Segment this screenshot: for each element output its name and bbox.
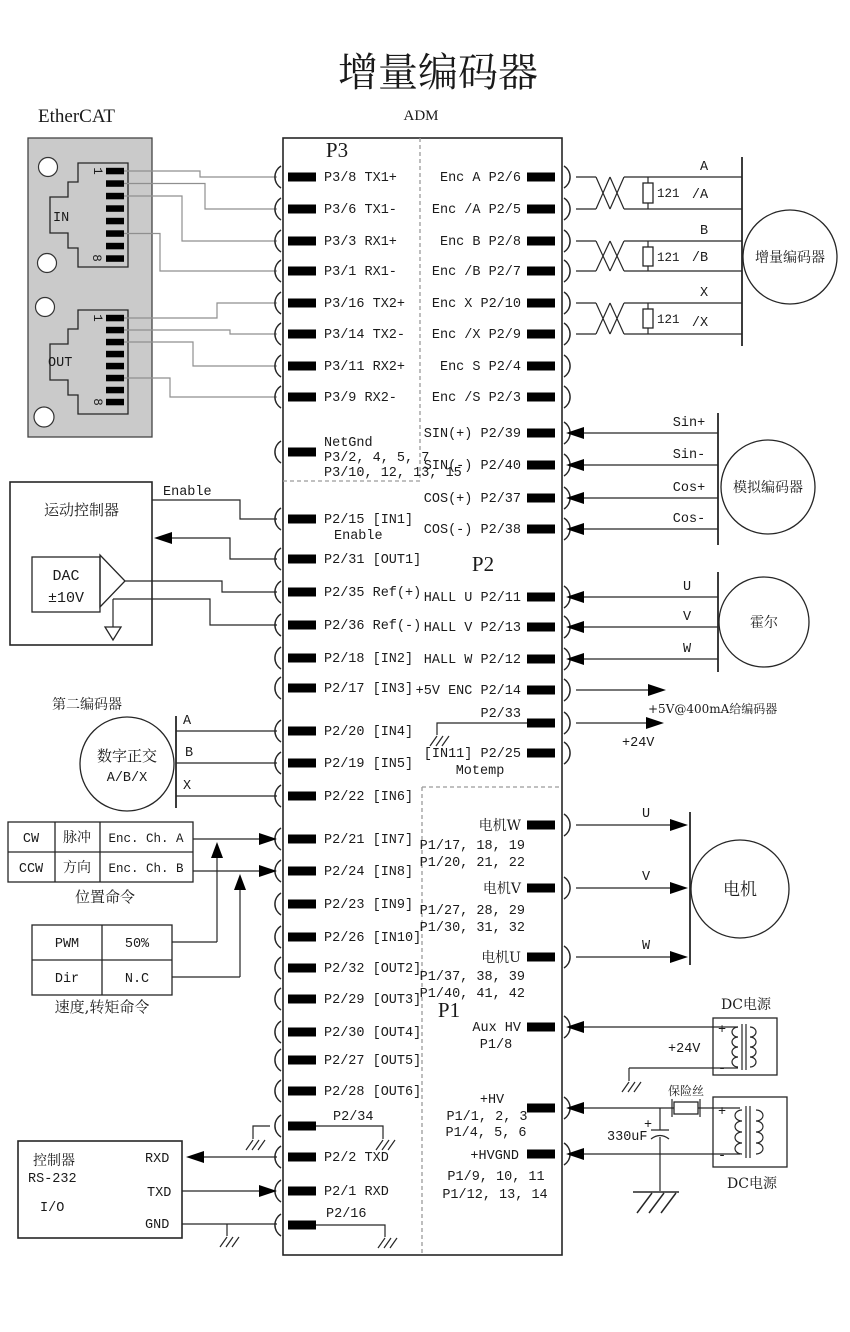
right-pin bbox=[424, 742, 570, 779]
svg-text:P3/14 TX2-: P3/14 TX2- bbox=[324, 328, 406, 343]
coil-icon bbox=[756, 1110, 763, 1154]
adm-right-pins bbox=[416, 166, 570, 1203]
twisted-pair-icon bbox=[596, 177, 624, 209]
svg-text:电机U: 电机U bbox=[481, 950, 521, 966]
svg-text:P3/6 TX1-: P3/6 TX1- bbox=[324, 203, 397, 218]
svg-text:P1/30, 31, 32: P1/30, 31, 32 bbox=[419, 921, 525, 936]
svg-text:P2/27 [OUT5]: P2/27 [OUT5] bbox=[324, 1054, 422, 1069]
left-pin bbox=[275, 1021, 421, 1043]
svg-text:SIN(-) P2/40: SIN(-) P2/40 bbox=[423, 459, 521, 474]
svg-text:P2/23 [IN9]: P2/23 [IN9] bbox=[324, 898, 414, 913]
svg-text:+HVGND: +HVGND bbox=[470, 1149, 519, 1164]
analog-encoder-name: 模拟编码器 bbox=[733, 480, 803, 496]
svg-text:+5V ENC P2/14: +5V ENC P2/14 bbox=[415, 684, 521, 699]
svg-text:P2/18 [IN2]: P2/18 [IN2] bbox=[324, 652, 414, 667]
svg-text:P2/34: P2/34 bbox=[333, 1110, 374, 1125]
rxd-label: RXD bbox=[145, 1152, 170, 1167]
right-pin bbox=[432, 260, 570, 282]
enc2-signal-b: B bbox=[185, 746, 194, 761]
left-pin bbox=[275, 323, 405, 345]
speed-command-table bbox=[32, 925, 240, 1016]
svg-text:P2/30 [OUT4]: P2/30 [OUT4] bbox=[324, 1026, 422, 1041]
mount-hole bbox=[39, 158, 58, 177]
second-encoder-label: 第二编码器 bbox=[52, 697, 122, 713]
enable-wire-label: Enable bbox=[163, 485, 212, 500]
adm-left-pins bbox=[275, 166, 462, 1236]
signal-nx: /X bbox=[691, 316, 709, 331]
cell-dir: Dir bbox=[54, 972, 80, 987]
left-pin bbox=[275, 957, 421, 979]
resistor-value: 121 bbox=[657, 251, 680, 265]
right-pin bbox=[432, 323, 570, 345]
resistor-value: 121 bbox=[657, 187, 680, 201]
left-pin bbox=[275, 860, 413, 882]
svg-text:P1/12, 13, 14: P1/12, 13, 14 bbox=[442, 1188, 548, 1203]
cell-pulse: 脉冲 bbox=[63, 830, 91, 846]
plus-mark: + bbox=[718, 1105, 727, 1120]
motion-controller bbox=[10, 482, 277, 645]
svg-text:P2/29 [OUT3]: P2/29 [OUT3] bbox=[324, 993, 422, 1008]
left-pin bbox=[275, 720, 413, 742]
right-pin bbox=[440, 355, 570, 377]
svg-text:[IN11] P2/25: [IN11] P2/25 bbox=[423, 747, 521, 762]
svg-text:电机V: 电机V bbox=[482, 881, 521, 897]
incremental-encoder-section bbox=[576, 157, 837, 346]
svg-text:P2/26 [IN10]: P2/26 [IN10] bbox=[324, 931, 422, 946]
svg-text:Enable: Enable bbox=[334, 529, 383, 544]
svg-text:Enc /X P2/9: Enc /X P2/9 bbox=[431, 328, 521, 343]
dac-range: ±10V bbox=[47, 590, 85, 607]
twisted-pair-icon bbox=[596, 241, 624, 271]
page-title: 增量编码器 bbox=[338, 50, 538, 96]
ground-icon bbox=[430, 736, 449, 746]
svg-text:P2/33: P2/33 bbox=[480, 707, 521, 722]
left-pin bbox=[275, 355, 405, 377]
ethercat-label: EtherCAT bbox=[38, 106, 116, 127]
right-pin bbox=[424, 586, 570, 608]
pin-8-marker: 8 bbox=[90, 398, 104, 406]
signal-na: /A bbox=[691, 188, 709, 203]
ground-triangle-icon bbox=[105, 627, 121, 640]
svg-text:P3/1 RX1-: P3/1 RX1- bbox=[324, 265, 397, 280]
left-pin bbox=[275, 166, 397, 188]
svg-text:P3/2, 4, 5, 7: P3/2, 4, 5, 7 bbox=[324, 451, 430, 466]
svg-text:P2/24 [IN8]: P2/24 [IN8] bbox=[324, 865, 414, 880]
left-pin bbox=[275, 1080, 421, 1102]
cell-pwm: PWM bbox=[54, 937, 80, 952]
svg-text:P1/17, 18, 19: P1/17, 18, 19 bbox=[419, 839, 525, 854]
svg-text:P2/20 [IN4]: P2/20 [IN4] bbox=[324, 725, 414, 740]
ground-icon bbox=[220, 1237, 239, 1247]
right-pin bbox=[424, 487, 570, 509]
rs232-name: 控制器 bbox=[33, 1153, 75, 1169]
svg-text:HALL U P2/11: HALL U P2/11 bbox=[423, 591, 521, 606]
left-pin bbox=[275, 893, 413, 915]
right-pin bbox=[424, 518, 570, 540]
fuse-label: 保险丝 bbox=[667, 1084, 705, 1098]
ethercat-connector bbox=[28, 106, 152, 437]
mount-hole bbox=[38, 254, 57, 273]
connector-body bbox=[28, 138, 152, 437]
left-pin bbox=[275, 198, 397, 220]
right-pin bbox=[424, 648, 570, 670]
enc-power-note: +5V@400mA给编码器 bbox=[648, 702, 778, 716]
svg-text:SIN(+) P2/39: SIN(+) P2/39 bbox=[423, 427, 521, 442]
svg-text:NetGnd: NetGnd bbox=[324, 436, 373, 451]
svg-text:P2/21 [IN7]: P2/21 [IN7] bbox=[324, 833, 414, 848]
ground-icon bbox=[376, 1140, 395, 1150]
cell-direction: 方向 bbox=[63, 860, 91, 876]
right-pin bbox=[424, 616, 570, 638]
left-pin bbox=[275, 1049, 421, 1071]
svg-text:COS(-) P2/38: COS(-) P2/38 bbox=[423, 523, 521, 538]
svg-text:P1/20, 21, 22: P1/20, 21, 22 bbox=[419, 856, 525, 871]
svg-text:COS(+) P2/37: COS(+) P2/37 bbox=[423, 492, 521, 507]
mount-hole bbox=[34, 407, 54, 427]
svg-text:P2/16: P2/16 bbox=[326, 1207, 367, 1222]
svg-text:P1/27, 28, 29: P1/27, 28, 29 bbox=[419, 904, 525, 919]
signal-nb: /B bbox=[691, 251, 709, 266]
svg-text:Enc A P2/6: Enc A P2/6 bbox=[439, 171, 521, 186]
svg-text:+HV: +HV bbox=[479, 1093, 505, 1108]
svg-text:P1/1, 2, 3: P1/1, 2, 3 bbox=[446, 1110, 528, 1125]
p1-header: P1 bbox=[437, 998, 461, 1022]
minus-mark: - bbox=[718, 1062, 727, 1077]
out-port-label: OUT bbox=[48, 356, 73, 371]
plus-mark: + bbox=[718, 1023, 727, 1038]
rs232-controller bbox=[18, 1141, 277, 1247]
svg-text:HALL W P2/12: HALL W P2/12 bbox=[423, 653, 521, 668]
position-command-table bbox=[8, 822, 277, 977]
svg-text:P3/16 TX2+: P3/16 TX2+ bbox=[324, 297, 406, 312]
v24-dc-note: +24V bbox=[668, 1042, 701, 1057]
svg-text:P1/37, 38, 39: P1/37, 38, 39 bbox=[419, 970, 525, 985]
gnd-label: GND bbox=[145, 1218, 170, 1233]
left-pin bbox=[275, 752, 413, 774]
motor-signal-v: V bbox=[641, 870, 651, 885]
v24-note: +24V bbox=[622, 736, 655, 751]
p2-header: P2 bbox=[471, 552, 495, 576]
hv-pin bbox=[445, 1093, 570, 1141]
cap-plus-mark: + bbox=[643, 1118, 653, 1133]
signal-b: B bbox=[699, 224, 709, 239]
svg-text:P3/8 TX1+: P3/8 TX1+ bbox=[324, 171, 397, 186]
motor-name: 电机 bbox=[723, 880, 757, 900]
right-pin bbox=[416, 679, 570, 701]
motor-v-pin bbox=[420, 877, 570, 936]
svg-text:P2/17 [IN3]: P2/17 [IN3] bbox=[324, 682, 414, 697]
right-pin bbox=[432, 292, 570, 314]
svg-text:P3/10, 12, 13, 15: P3/10, 12, 13, 15 bbox=[324, 466, 462, 481]
enc2-signal-x: X bbox=[183, 779, 192, 794]
controller-name: 运动控制器 bbox=[44, 501, 120, 519]
left-pin bbox=[275, 548, 421, 570]
cell-enc-ch-b: Enc. Ch. B bbox=[108, 862, 184, 876]
dc-power-top bbox=[566, 996, 777, 1092]
signal-u: U bbox=[682, 580, 692, 595]
svg-text:P2/28 [OUT6]: P2/28 [OUT6] bbox=[324, 1085, 422, 1100]
fuse-body bbox=[674, 1102, 698, 1114]
svg-text:P1/40, 41, 42: P1/40, 41, 42 bbox=[419, 987, 525, 1002]
svg-text:P1/4, 5, 6: P1/4, 5, 6 bbox=[445, 1126, 527, 1141]
svg-text:HALL V P2/13: HALL V P2/13 bbox=[423, 621, 521, 636]
cell-cw: CW bbox=[22, 832, 40, 847]
signal-sin-plus: Sin+ bbox=[672, 416, 706, 431]
motor-section bbox=[576, 807, 789, 965]
pin-1-marker: 1 bbox=[90, 167, 104, 175]
ground-icon bbox=[622, 1082, 641, 1092]
left-pin bbox=[275, 988, 421, 1010]
dc-bottom-label: DC电源 bbox=[727, 1176, 777, 1192]
second-encoder bbox=[52, 697, 277, 811]
p3-header: P3 bbox=[325, 138, 349, 162]
svg-text:Motemp: Motemp bbox=[455, 764, 505, 779]
signal-sin-minus: Sin- bbox=[672, 448, 706, 463]
left-pin bbox=[275, 260, 397, 282]
left-pin bbox=[275, 1146, 389, 1168]
svg-text:P2/35 Ref(+): P2/35 Ref(+) bbox=[324, 586, 422, 601]
svg-text:P1/8: P1/8 bbox=[479, 1038, 513, 1053]
twisted-pair-icon bbox=[596, 303, 624, 334]
svg-text:电机W: 电机W bbox=[478, 818, 521, 834]
left-pin bbox=[275, 647, 413, 669]
hall-section bbox=[566, 572, 809, 672]
hvgnd-pin bbox=[442, 1143, 570, 1203]
coil-icon bbox=[732, 1027, 738, 1067]
left-pin bbox=[275, 230, 397, 252]
left-pin bbox=[275, 292, 405, 314]
left-pin bbox=[275, 1110, 374, 1137]
motor-signal-u: U bbox=[641, 807, 651, 822]
ground-icon bbox=[378, 1238, 397, 1248]
left-pin bbox=[275, 785, 413, 807]
analog-encoder-section bbox=[566, 413, 815, 545]
adm-label: ADM bbox=[403, 108, 439, 124]
left-pin bbox=[275, 828, 413, 850]
svg-text:P3/11 RX2+: P3/11 RX2+ bbox=[324, 360, 406, 375]
in-port-label: IN bbox=[53, 211, 70, 226]
svg-text:Enc S P2/4: Enc S P2/4 bbox=[439, 360, 521, 375]
right-pin bbox=[440, 230, 570, 252]
minus-mark: - bbox=[718, 1149, 727, 1164]
rs232-io: I/O bbox=[40, 1201, 65, 1216]
svg-text:Enc X P2/10: Enc X P2/10 bbox=[431, 297, 521, 312]
signal-w: W bbox=[682, 642, 692, 657]
coil-icon bbox=[750, 1027, 756, 1067]
coil-icon bbox=[735, 1110, 742, 1154]
signal-a: A bbox=[699, 160, 709, 175]
svg-text:P2/2 TXD: P2/2 TXD bbox=[324, 1151, 389, 1166]
dc-top-label: DC电源 bbox=[721, 997, 771, 1013]
left-pin bbox=[275, 581, 421, 603]
svg-text:Aux HV: Aux HV bbox=[472, 1021, 521, 1036]
rs232-proto: RS-232 bbox=[28, 1172, 77, 1187]
incremental-encoder-name: 增量编码器 bbox=[755, 250, 825, 266]
left-pin bbox=[275, 677, 413, 699]
svg-text:Enc B P2/8: Enc B P2/8 bbox=[439, 235, 521, 250]
svg-text:P2/19 [IN5]: P2/19 [IN5] bbox=[324, 757, 414, 772]
svg-text:Enc /S P2/3: Enc /S P2/3 bbox=[431, 391, 521, 406]
quadrature-name: 数字正交 bbox=[96, 747, 158, 765]
svg-text:P2/15 [IN1]: P2/15 [IN1] bbox=[324, 513, 414, 528]
svg-text:P2/36 Ref(-): P2/36 Ref(-) bbox=[324, 619, 422, 634]
right-pin bbox=[440, 166, 570, 188]
right-pin bbox=[424, 454, 570, 476]
hall-name: 霍尔 bbox=[750, 615, 778, 631]
right-pin bbox=[432, 386, 570, 408]
cell-nc: N.C bbox=[124, 972, 150, 987]
pin-1-marker: 1 bbox=[90, 314, 104, 322]
signal-v: V bbox=[682, 610, 692, 625]
left-pin bbox=[275, 386, 397, 408]
aux-hv-pin bbox=[472, 1016, 570, 1053]
motor-u-pin bbox=[420, 946, 570, 1002]
cell-50pct: 50% bbox=[124, 937, 150, 952]
enable-pin bbox=[275, 508, 413, 544]
left-pin bbox=[275, 1207, 367, 1236]
left-pin bbox=[275, 1180, 389, 1202]
motor-signal-w: W bbox=[641, 939, 651, 954]
svg-text:P2/32 [OUT2]: P2/32 [OUT2] bbox=[324, 962, 422, 977]
signal-cos-plus: Cos+ bbox=[672, 481, 706, 496]
dac-label: DAC bbox=[52, 568, 80, 585]
right-pin bbox=[480, 707, 570, 734]
signal-x: X bbox=[699, 286, 709, 301]
dc-power-bottom bbox=[566, 1084, 787, 1213]
svg-text:P2/31 [OUT1]: P2/31 [OUT1] bbox=[324, 553, 422, 568]
cap-value: 330uF bbox=[607, 1130, 648, 1145]
earth-ground-icon bbox=[633, 1192, 679, 1213]
motor-w-pin bbox=[420, 814, 570, 871]
speed-caption: 速度,转矩命令 bbox=[54, 998, 150, 1016]
left-pin bbox=[275, 614, 421, 636]
svg-text:P2/22 [IN6]: P2/22 [IN6] bbox=[324, 790, 414, 805]
quadrature-abx: A/B/X bbox=[106, 771, 148, 786]
cell-ccw: CCW bbox=[18, 862, 44, 877]
mount-hole bbox=[36, 298, 55, 317]
svg-text:P2/1 RXD: P2/1 RXD bbox=[324, 1185, 389, 1200]
svg-text:P3/3 RX1+: P3/3 RX1+ bbox=[324, 235, 397, 250]
enc2-signal-a: A bbox=[183, 714, 192, 729]
right-pin bbox=[424, 422, 570, 444]
right-pin bbox=[432, 198, 570, 220]
resistor-value: 121 bbox=[657, 313, 680, 327]
ground-icon bbox=[246, 1140, 265, 1150]
svg-text:Enc /B P2/7: Enc /B P2/7 bbox=[431, 265, 521, 280]
svg-text:Enc /A P2/5: Enc /A P2/5 bbox=[431, 203, 521, 218]
cell-enc-ch-a: Enc. Ch. A bbox=[108, 832, 184, 846]
svg-text:P3/9 RX2-: P3/9 RX2- bbox=[324, 391, 397, 406]
txd-label: TXD bbox=[147, 1186, 172, 1201]
left-pin bbox=[275, 926, 421, 948]
svg-text:P1/9, 10, 11: P1/9, 10, 11 bbox=[447, 1170, 545, 1185]
signal-cos-minus: Cos- bbox=[672, 512, 706, 527]
position-caption: 位置命令 bbox=[74, 888, 136, 906]
pin-8-marker: 8 bbox=[89, 254, 103, 262]
